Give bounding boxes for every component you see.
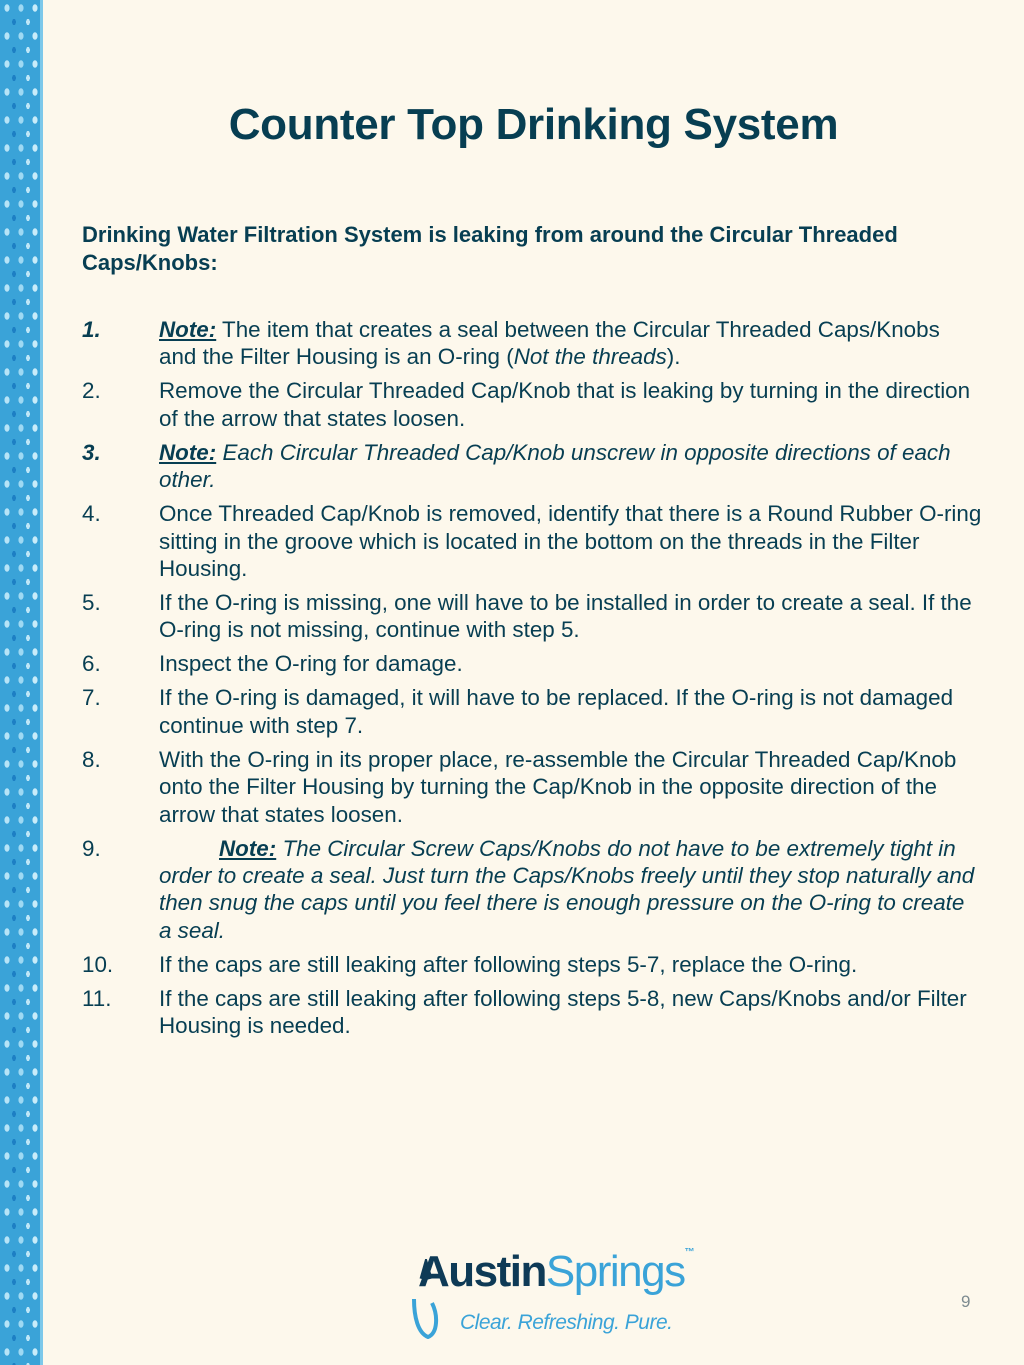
step-text: If the caps are still leaking after following steps 5-7, replace the O-ring. xyxy=(159,951,858,977)
step-number: 5. xyxy=(82,590,101,616)
logo-trademark: ™ xyxy=(684,1247,694,1258)
step-8 xyxy=(82,746,982,828)
step-11 xyxy=(82,985,982,1040)
step-number: 7. xyxy=(82,685,101,711)
page-title: Counter Top Drinking System xyxy=(228,100,839,149)
step-number: 4. xyxy=(82,501,101,527)
step-number: 10. xyxy=(82,951,114,977)
note-label: Note: xyxy=(159,439,217,465)
logo-tagline: Clear. Refreshing. Pure. xyxy=(460,1311,673,1334)
side-decorative-pattern xyxy=(0,0,43,1365)
step-6 xyxy=(82,650,982,677)
step-number: 2. xyxy=(82,378,101,404)
note-label: Note: xyxy=(219,835,277,861)
step-number: 1. xyxy=(82,317,101,342)
note-label: Note: xyxy=(159,317,217,342)
section-subtitle: Drinking Water Filtration System is leaking from around the Circular Threaded Caps/Knobs: xyxy=(82,222,898,275)
step-number: 3. xyxy=(82,439,101,465)
step-text: If the caps are still leaking after following steps 5-8, new Caps/Knobs and/or Filter Housing is needed. xyxy=(159,985,967,1039)
steps-list xyxy=(82,316,982,1046)
step-number: 8. xyxy=(82,746,101,772)
step-text: With the O-ring in its proper place, re-assemble the Circular Threaded Cap/Knob onto the Filter Housing by turning the Cap/Knob in the opposite direction of the arrow that states loosen. xyxy=(159,746,957,827)
step-text: If the O-ring is damaged, it will have to be replaced. If the O-ring is not damaged continue with step 7. xyxy=(159,685,954,738)
step-10 xyxy=(82,951,982,978)
logo-brand-austin: Austin xyxy=(418,1247,546,1296)
logo-brand-springs: Springs xyxy=(545,1247,685,1296)
step-1 xyxy=(82,316,982,371)
step-4 xyxy=(82,500,982,582)
step-text: If the O-ring is missing, one will have to be installed in order to create a seal. If the O-ring is not missing, continue with step 5. xyxy=(159,590,972,643)
step-number: 11. xyxy=(82,985,112,1011)
step-text: Inspect the O-ring for damage. xyxy=(159,651,463,677)
page-number: 9 xyxy=(961,1292,971,1311)
step-2 xyxy=(82,377,982,432)
step-7 xyxy=(82,684,982,739)
step-text: Once Threaded Cap/Knob is removed, identify that there is a Round Rubber O-ring sitting in the groove which is located in the bottom on the threads in the Filter Housing. xyxy=(159,501,982,582)
step-text-italic: The Circular Screw Caps/Knobs do not have to be extremely tight in order to create a seal. Just turn the Caps/Knobs freely until they stop naturally and then snug the caps until you feel there is enough pressure on the O-ring to create a seal. xyxy=(159,835,975,943)
step-3 xyxy=(82,439,982,494)
step-number: 6. xyxy=(82,651,101,677)
step-text: The item that creates a seal between the Circular Threaded Caps/Knobs and the Filter Housing is an O-ring ( xyxy=(159,317,940,370)
step-text-italic: Not the threads xyxy=(513,344,667,370)
step-text: ). xyxy=(666,344,681,370)
step-9 xyxy=(82,835,982,945)
step-number: 9. xyxy=(82,835,101,861)
logo-wordmark xyxy=(418,1247,693,1297)
step-5 xyxy=(82,589,982,644)
step-text-italic: Each Circular Threaded Cap/Knob unscrew in opposite directions of each other. xyxy=(159,439,951,493)
step-text: Remove the Circular Threaded Cap/Knob that is leaking by turning in the direction of the arrow that states loosen. xyxy=(159,378,971,431)
austin-springs-logo xyxy=(408,1245,694,1345)
